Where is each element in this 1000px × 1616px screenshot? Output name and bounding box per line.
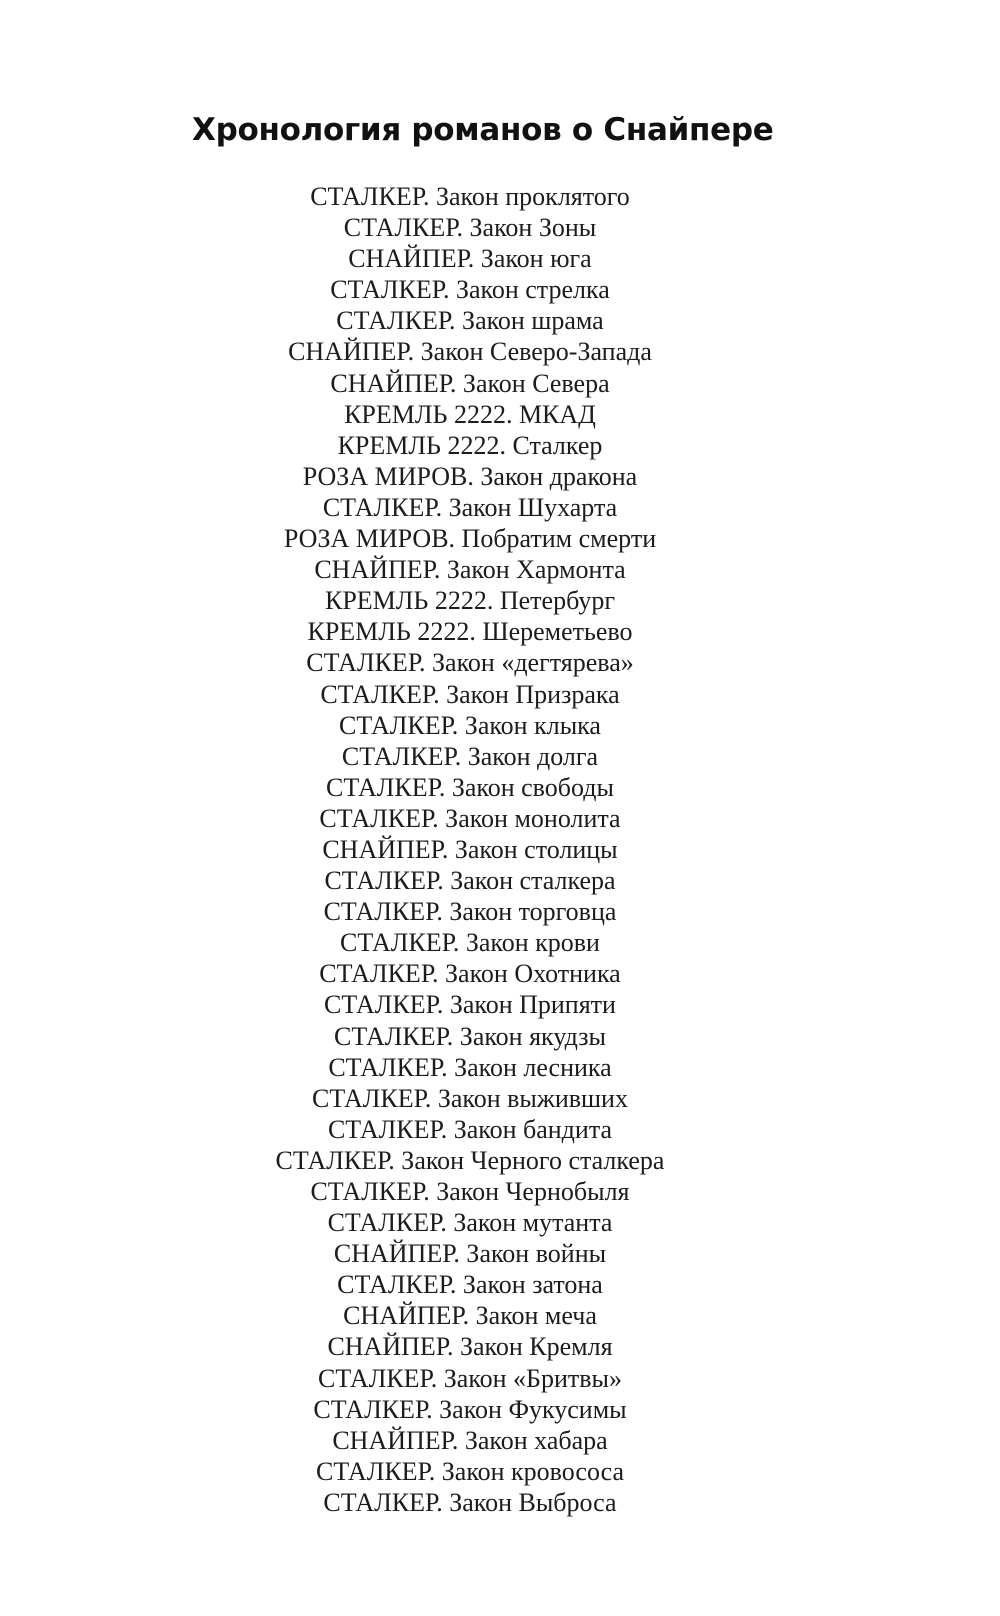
book-title: СТАЛКЕР. Закон бандита xyxy=(327,1114,613,1144)
book-title: СНАЙПЕР. Закон войны xyxy=(333,1239,607,1269)
book-title: СТАЛКЕР. Закон выживших xyxy=(312,1083,628,1113)
book-title: СНАЙПЕР. Закон хабара xyxy=(332,1425,608,1455)
book-title: СТАЛКЕР. Закон «Бритвы» xyxy=(317,1363,622,1393)
book-title: СТАЛКЕР. Закон якудзы xyxy=(334,1021,606,1051)
book-title: СТАЛКЕР. Закон Чернобыля xyxy=(310,1177,630,1206)
book-title: СТАЛКЕР. Закон крови xyxy=(340,928,600,958)
book-title: СТАЛКЕР. Закон кровососа xyxy=(315,1456,625,1486)
book-title: СТАЛКЕР. Закон клыка xyxy=(339,710,601,740)
book-title: СТАЛКЕР. Закон Выброса xyxy=(323,1487,617,1517)
book-title: СНАЙПЕР. Закон столицы xyxy=(322,834,618,864)
book-title: СТАЛКЕР. Закон мутанта xyxy=(327,1208,613,1238)
book-title: СТАЛКЕР. Закон Призрака xyxy=(320,679,620,709)
book-title: СНАЙПЕР. Закон Хармонта xyxy=(314,555,626,585)
page-title: Хронология романов о Снайпере xyxy=(192,112,774,148)
book-title: СТАЛКЕР. Закон долга xyxy=(341,741,599,771)
book-title: СНАЙПЕР. Закон Северо-Запада xyxy=(288,337,652,367)
book-title: СТАЛКЕР. Закон стрелка xyxy=(330,275,610,305)
book-title: СНАЙПЕР. Закон юга xyxy=(348,244,592,274)
book-title: РОЗА МИРОВ. Закон дракона xyxy=(302,461,638,491)
book-title: СНАЙПЕР. Закон меча xyxy=(343,1301,597,1331)
book-title: СТАЛКЕР. Закон «дегтярева» xyxy=(306,648,634,678)
book-title: СНАЙПЕР. Закон Севера xyxy=(330,368,610,398)
book-title: СТАЛКЕР. Закон лесника xyxy=(328,1052,612,1082)
book-title: СТАЛКЕР. Закон Зоны xyxy=(343,213,597,243)
book-title: СТАЛКЕР. Закон Припяти xyxy=(324,990,616,1020)
book-title: КРЕМЛЬ 2222. МКАД xyxy=(344,399,596,429)
book-title: СТАЛКЕР. Закон Черного сталкера xyxy=(275,1145,665,1175)
book-title: КРЕМЛЬ 2222. Шереметьево xyxy=(307,617,633,647)
book-title: КРЕМЛЬ 2222. Петербург xyxy=(325,586,615,616)
book-title: СТАЛКЕР. Закон сталкера xyxy=(324,866,616,896)
book-title: СТАЛКЕР. Закон Охотника xyxy=(319,959,621,989)
book-title: СНАЙПЕР. Закон Кремля xyxy=(327,1332,613,1362)
book-title: СТАЛКЕР. Закон торговца xyxy=(323,897,617,927)
book-title: СТАЛКЕР. Закон затона xyxy=(337,1270,603,1300)
book-title: СТАЛКЕР. Закон Фукусимы xyxy=(313,1394,627,1424)
book-title: КРЕМЛЬ 2222. Сталкер xyxy=(337,430,603,460)
book-title: СТАЛКЕР. Закон проклятого xyxy=(310,182,630,211)
book-title: СТАЛКЕР. Закон шрама xyxy=(336,306,604,336)
book-title: СТАЛКЕР. Закон Шухарта xyxy=(322,492,618,522)
book-title: СТАЛКЕР. Закон монолита xyxy=(319,803,621,833)
book-title: РОЗА МИРОВ. Побратим смерти xyxy=(283,524,657,554)
book-list xyxy=(0,181,940,1518)
book-title: СТАЛКЕР. Закон свободы xyxy=(326,772,614,802)
